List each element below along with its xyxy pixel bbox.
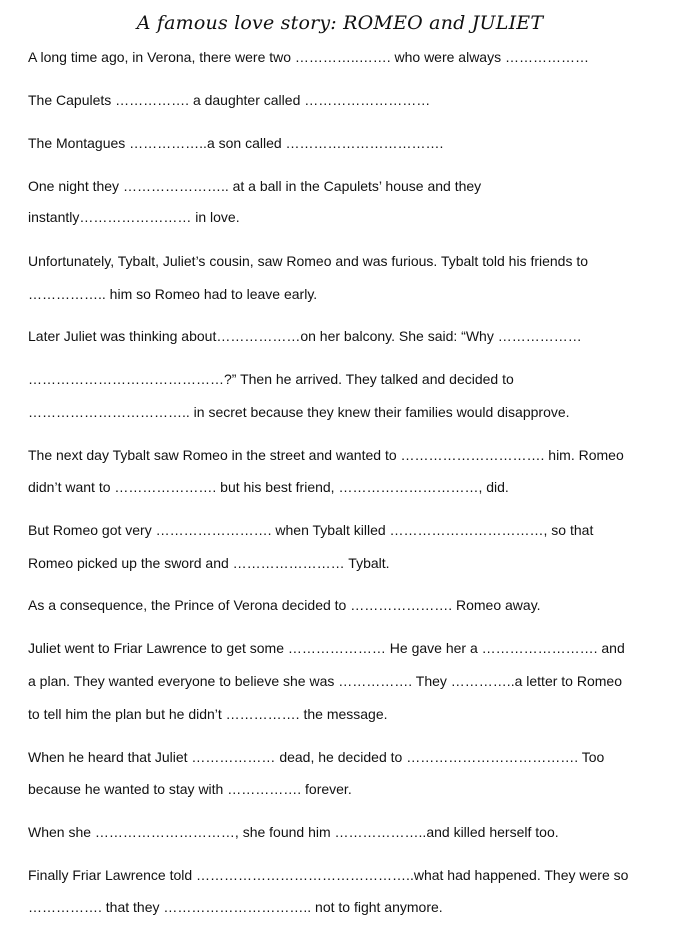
text-line-3: The Montagues ……………..a son called …………………………….: [28, 135, 444, 151]
text-line-18: to tell him the plan but he didn’t ……………. the message.: [28, 706, 388, 722]
text-line-14: Romeo picked up the sword and …………………… Tybalt.: [28, 555, 390, 571]
text-line-23: ……………. that they ………………………….. not to fight anymore.: [28, 899, 443, 915]
text-line-11: The next day Tybalt saw Romeo in the street and wanted to …………………………. him. Romeo: [28, 447, 624, 463]
text-line-17: a plan. They wanted everyone to believe she was ……………. They …………..a letter to Romeo: [28, 673, 622, 689]
text-line-2: The Capulets ……………. a daughter called ………………………: [28, 92, 431, 108]
text-line-12: didn’t want to …………………. but his best friend, …………………………, did.: [28, 479, 509, 495]
text-line-20: because he wanted to stay with ……………. forever.: [28, 781, 352, 797]
text-line-1: A long time ago, in Verona, there were two …………..……. who were always ………………: [28, 49, 589, 65]
text-line-8: Later Juliet was thinking about………………on her balcony. She said: “Why ………………: [28, 328, 582, 344]
text-line-4: One night they ………………….. at a ball in the Capulets’ house and they: [28, 178, 482, 194]
text-line-10: …………………………….. in secret because they knew their families would disapprove.: [28, 404, 570, 420]
text-line-5: instantly…………………… in love.: [28, 209, 240, 225]
text-line-21: When she …………………………, she found him ………………..and killed herself too.: [28, 824, 559, 840]
text-line-15: As a consequence, the Prince of Verona decided to …………………. Romeo away.: [28, 597, 541, 613]
worksheet-title: A famous love story: ROMEO and JULIET: [136, 12, 544, 34]
text-line-9: ……………………………………?” Then he arrived. They talked and decided to: [28, 371, 514, 387]
text-line-19: When he heard that Juliet ……………… dead, he decided to ………………………………. Too: [28, 749, 605, 765]
text-line-22: Finally Friar Lawrence told ………………………………………..what had happened. They were so: [28, 867, 629, 883]
text-line-6: Unfortunately, Tybalt, Juliet’s cousin, saw Romeo and was furious. Tybalt told his friends to: [28, 253, 589, 269]
text-line-13: But Romeo got very ……………………. when Tybalt killed ……………………………, so that: [28, 522, 594, 538]
text-line-7: …………….. him so Romeo had to leave early.: [28, 286, 318, 302]
text-line-16: Juliet went to Friar Lawrence to get some ………………… He gave her a ……………………. and: [28, 640, 625, 656]
